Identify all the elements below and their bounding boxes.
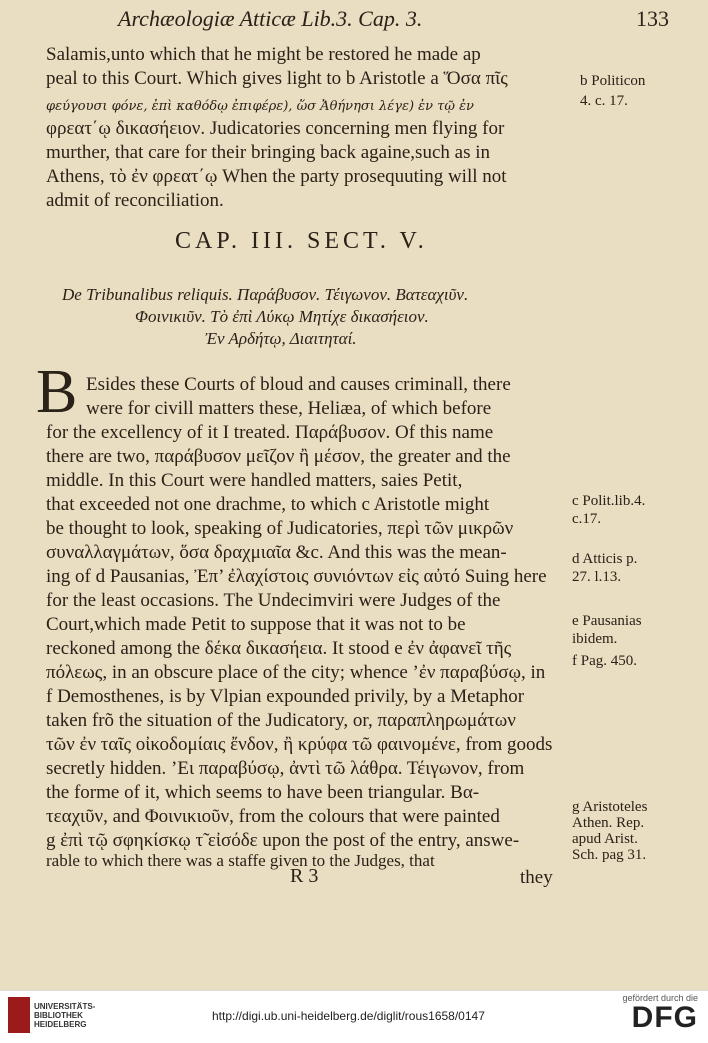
text-line: Court,which made Petit to suppose that it was not to be: [46, 614, 466, 635]
text-line: that exceeded not one drachme, to which c Aristotle might: [46, 494, 490, 515]
text-line: secretly hidden. ’Ει παραβύσῳ, ἀντὶ τῶ λάθρα. Τέιγωνον, from: [46, 758, 525, 779]
margin-note: 27. l.13.: [572, 569, 622, 585]
library-logo-text: UNIVERSITÄTS- BIBLIOTHEK HEIDELBERG: [34, 1001, 96, 1029]
margin-note: e Pausanias: [572, 613, 642, 629]
text-line: admit of reconciliation.: [46, 190, 224, 211]
running-title: Archæologiæ Atticæ Lib.3. Cap. 3.: [118, 6, 423, 31]
text-line: ing of d Pausanias, Ἐπ’ ἐλαχίστοις συνιόντων εἰς αὐτό Suing here: [46, 566, 547, 587]
library-logo-icon: [8, 997, 30, 1033]
text-line: Salamis,unto which that he might be restored he made ap: [46, 44, 481, 65]
text-line: were for civill matters these, Heliæa, of which before: [86, 398, 492, 419]
margin-note: f Pag. 450.: [572, 653, 637, 669]
margin-note: c Polit.lib.4.: [572, 493, 646, 509]
text-line: τεαχιῦν, and Φοινικιοῦν, from the colours that were painted: [46, 806, 500, 827]
margin-note: c.17.: [572, 511, 602, 527]
text-line: for the least occasions. The Undecimviri were Judges of the: [46, 590, 501, 611]
text-line: τῶν ἐν ταῖς οἰκοδομίαις ἔνδον, ἢ κρύφα τῶ φαινομένε, from goods: [46, 734, 553, 755]
library-logo: [8, 997, 95, 1033]
text-line: reckoned among the δέκα δικασήεια. It stood e ἐν ἀφανεῖ τῆς: [46, 638, 512, 659]
drop-cap: B: [36, 358, 78, 426]
margin-note: b Politicon: [580, 73, 646, 89]
text-line: the forme of it, which seems to have been triangular. Βα-: [46, 782, 480, 803]
text-line: Athens, τὸ ἐν φρεατ΄ῳ When the party prosequuting will not: [46, 166, 507, 187]
text-line: συναλλαγμάτων, ὅσα δραχμιαῖα &c. And this was the mean-: [46, 542, 507, 563]
signature-mark: R 3: [290, 865, 319, 887]
text-line: murther, that care for their bringing back againe,such as in: [46, 142, 490, 163]
margin-note: Athen. Rep.: [572, 815, 645, 831]
permalink[interactable]: http://digi.ub.uni-heidelberg.de/diglit/rous1658/0147: [212, 1009, 485, 1023]
text-line: φρεατ΄ῳ δικασήειον. Judicatories concerning men flying for: [46, 118, 505, 139]
margin-note: apud Arist.: [572, 831, 638, 847]
text-line: be thought to look, speaking of Judicatories, περὶ τῶν μικρῶν: [46, 518, 514, 539]
text-line: middle. In this Court were handled matters, saies Petit,: [46, 470, 463, 491]
text-line: peal to this Court. Which gives light to b Aristotle a Ὅσα πῖς: [46, 68, 508, 89]
catchword: they: [520, 867, 553, 888]
margin-note: d Atticis p.: [572, 551, 638, 567]
text-line: g ἐπὶ τῷ σφηκίσκῳ τ̃ εἰσόδε upon the post of the entry, answe-: [46, 830, 520, 851]
subtitle-line: De Tribunalibus reliquis. Παράβυσον. Τέιγωνον. Βατεαχιῦν.: [62, 285, 469, 304]
margin-note: 4. c. 17.: [580, 93, 628, 109]
text-line: πόλεως, in an obscure place of the city; whence ’ἐν παραβύσῳ, in: [46, 662, 546, 683]
text-line: rable to which there was a staffe given to the Judges, that: [46, 851, 435, 870]
margin-note: Sch. pag 31.: [572, 847, 647, 863]
subtitle-line: Φοινικιῦν. Τὸ ἐπὶ Λύκῳ Μητίχε δικασήειον.: [135, 307, 429, 326]
text-line: there are two, παράβυσον μεῖζον ἢ μέσον, the greater and the: [46, 446, 511, 467]
dfg-logo-text: DFG: [631, 1001, 698, 1034]
dfg-logo: [622, 993, 698, 1033]
margin-note: g Aristoteles: [572, 799, 648, 815]
sponsor-caption: gefördert durch die: [622, 993, 698, 1003]
viewer-footer: [0, 990, 708, 1043]
chapter-heading: CAP. III. SECT. V.: [175, 228, 428, 254]
text-line: f Demosthenes, is by Vlpian expounded privily, by a Metaphor: [46, 686, 525, 707]
page-number: 133: [636, 6, 669, 31]
margin-note: ibidem.: [572, 631, 618, 647]
text-line: φεύγουσι φόνε, ἐπὶ καθόδῳ ἐπιφέρε), ὥσ Ἀθήνησι λέγε) ἐν τῷ ἐν: [46, 99, 474, 114]
text-line: for the excellency of it I treated. Παράβυσον. Of this name: [46, 422, 494, 443]
text-line: taken frõ the situation of the Judicatory, or, παραπληρωμάτων: [46, 710, 516, 731]
text-line: Esides these Courts of bloud and causes criminall, there: [86, 374, 511, 395]
subtitle-line: Ἐν Αρδήτῳ, Διαιτηταί.: [205, 329, 357, 348]
